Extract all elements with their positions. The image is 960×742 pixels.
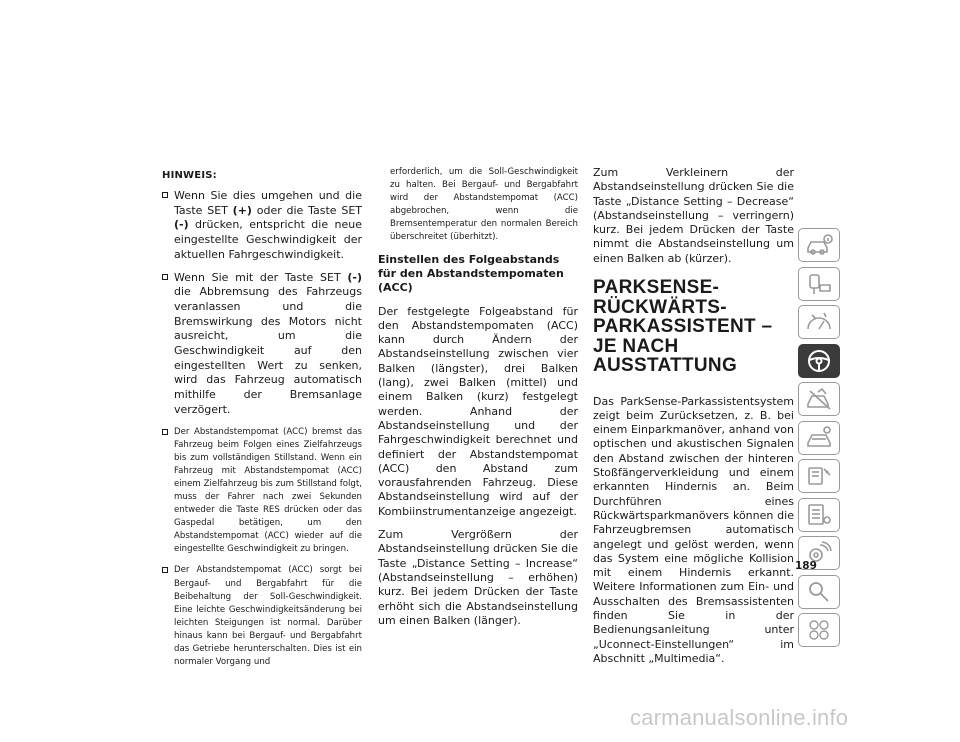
checkbox-bullet-icon [162,274,168,280]
checkbox-bullet-icon [162,567,168,573]
safety-icon [804,386,834,412]
car-info-icon [804,232,834,258]
paragraph: Zum Verkleinern der Abstandseinstellung drücken Sie die Taste „Distance Setting – Decrease“ (Abstandseinstellung – verringern) kurz. Bei jedem Drücken der Taste nimmt die Abstandseinstellung um einen Balken ab (kürzer). [593,166,794,265]
list-item: Der Abstandstempomat (ACC) bremst das Fahrzeug beim Folgen eines Zielfahrzeugs bis zum vollständigen Stillstand. Wenn ein Fahrzeug mit Abstandstempomat (ACC) einem Zielfahrzeug bis zum Stillstand folgt, muss der Fahrer nach zwei Sekunden entweder die Taste RES drücken oder das Gaspedal betätigen, um den Abstandstempomat (ACC) wieder auf die eingestellte Geschwindigkeit zu bringen. [162,426,362,557]
column-3 [593,166,794,675]
paragraph: Der festgelegte Folgeabstand für den Abstandstempomaten (ACC) kann durch Ändern der Abstandseinstellung zwischen vier Balken (längster), drei Balken (lang), zwei Balken (mittel) und einem Balken (kurz) festgelegt werden. Anhand der Abstandseinstellung und der Fahrgeschwindigkeit berechnet und definiert der Abstandstempomat (ACC) den Abstand zum vorausfahrenden Fahrzeug. Diese Abstandseinstellung wird auf der Kombiinstrumentanzeige angezeigt. [378,304,578,518]
section-heading: Einstellen des Folgeabstands für den Abstandstempomaten (ACC) [378,252,564,294]
note-list [162,189,362,669]
tab-instrument-panel[interactable] [798,305,840,339]
column-1 [162,166,362,677]
tab-keys[interactable] [798,267,840,301]
specifications-icon [804,502,834,528]
emergency-icon [804,425,834,451]
keys-icon [804,271,834,297]
index-icon [804,579,834,605]
tab-starting-operating[interactable] [798,344,840,378]
chapter-heading: PARKSENSE-RÜCKWÄRTS-PARKASSISTENT – JE NACH AUSSTATTUNG [593,277,773,377]
languages-icon [804,617,834,643]
paragraph: Zum Vergrößern der Abstandseinstellung drücken Sie die Taste „Distance Setting – Increase“ (Abstandseinstellung – erhöhen) kurz. Bei jedem Drücken der Taste erhöht sich die Abstandseinstellung um einen Balken (länger). [378,528,578,627]
page-number: 189 [795,560,817,572]
tab-emergency[interactable] [798,421,840,455]
steering-wheel-icon [804,348,834,374]
note-continuation: erforderlich, um die Soll-Geschwindigkeit zu halten. Bei Bergauf- und Bergabfahrt wird der Abstandstempomat (ACC) abgebrochen, wenn die Bremsentemperatur den normalen Bereich überschreitet (überhitzt). [390,167,578,243]
tab-specifications[interactable] [798,498,840,532]
tab-car-info[interactable] [798,228,840,262]
list-item: Wenn Sie dies umgehen und die Taste SET (+) oder die Taste SET (-) drücken, entspricht die neue eingestellte Geschwindigkeit der aktuellen Fahrgeschwindigkeit. [162,189,362,263]
list-item: Wenn Sie mit der Taste SET (-) die Abbremsung des Fahrzeugs veranlassen und die Bremswirkung des Motors nicht ausreicht, um die Geschwindigkeit auf den eingestellten Wert zu senken, wird das Fahrzeug automatisch mithilfe der Bremsanlage verzögert. [162,271,362,418]
watermark: carmanualsonline.info [630,705,849,730]
tab-index[interactable] [798,575,840,609]
note-heading: HINWEIS: [162,170,217,181]
paragraph: Das ParkSense-Parkassistentsystem zeigt beim Zurücksetzen, z. B. bei einem Einparkmanöver, anhand von optischen und akustischen Signalen den Abstand zwischen der hinteren Stoßfängerverkleidung und einem erkannten Hindernis an. Beim Durchführen eines Rückwärtsparkmanövers können die Fahrzeugbremsen automatisch angelegt und gelöst werden, wenn das System eine mögliche Kollision mit einem Hindernis erkannt. Weitere Informationen zum Ein- und Ausschalten des Bremsassistenten finden Sie in der Bedienungsanleitung unter „Uconnect-Einstellungen“ im Abschnitt „Multimedia“. [593,394,794,665]
tab-languages[interactable] [798,613,840,647]
chapter-tabs [798,228,840,652]
tab-safety[interactable] [798,382,840,416]
tab-service[interactable] [798,459,840,493]
checkbox-bullet-icon [162,429,168,435]
checkbox-bullet-icon [162,192,168,198]
column-2 [378,166,578,637]
instrument-panel-icon [804,309,834,335]
service-icon [804,463,834,489]
list-item: Der Abstandstempomat (ACC) sorgt bei Bergauf- und Bergabfahrt für die Beibehaltung der Soll-Geschwindigkeit. Eine leichte Geschwindigkeitsänderung bei leichten Steigungen ist normal. Darüber hinaus kann bei Bergauf- und Bergabfahrt das Getriebe herunterschalten. Dies ist ein normaler Vorgang und [162,564,362,669]
